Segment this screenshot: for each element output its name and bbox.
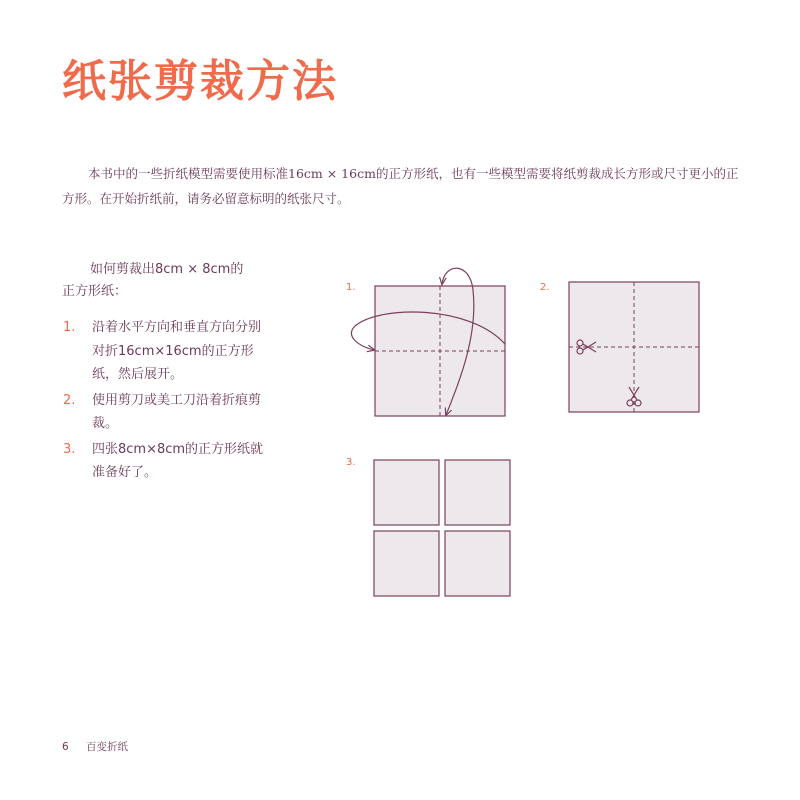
howto-line-2: 正方形纸：: [62, 284, 128, 299]
book-title: 百变折纸: [86, 741, 129, 753]
intro-paragraph: 本书中的一些折纸模型需要使用标准16cm × 16cm的正方形纸，也有一些模型需要将纸剪裁成长方形或尺寸更小的正方形。在开始折纸前，请务必留意标明的纸张尺寸。: [62, 166, 739, 206]
page-footer: [62, 739, 128, 754]
step-text: 四张8cm×8cm的正方形纸就准备好了。: [92, 441, 264, 480]
small-square: [374, 531, 439, 596]
figure-3-squares: [374, 460, 510, 596]
small-square: [445, 460, 510, 525]
page-title: 纸张剪裁方法: [62, 56, 338, 107]
figure-3-label: 3.: [346, 457, 356, 468]
figure-1-paper: [351, 268, 505, 416]
page-number: 6: [62, 741, 69, 753]
step-text: 沿着水平方向和垂直方向分别对折16cm×16cm的正方形纸，然后展开。: [92, 320, 262, 382]
small-square: [445, 531, 510, 596]
howto-line-1: 如何剪裁出8cm × 8cm的: [90, 262, 244, 277]
figure-2-paper: [569, 282, 699, 412]
step-number: 3.: [63, 441, 76, 457]
step-number: 2.: [63, 392, 76, 408]
step-text: 使用剪刀或美工刀沿着折痕剪裁。: [92, 392, 262, 431]
small-square: [374, 460, 439, 525]
figure-1-label: 1.: [346, 282, 356, 293]
figure-2-label: 2.: [540, 282, 550, 293]
step-number: 1.: [63, 320, 76, 335]
